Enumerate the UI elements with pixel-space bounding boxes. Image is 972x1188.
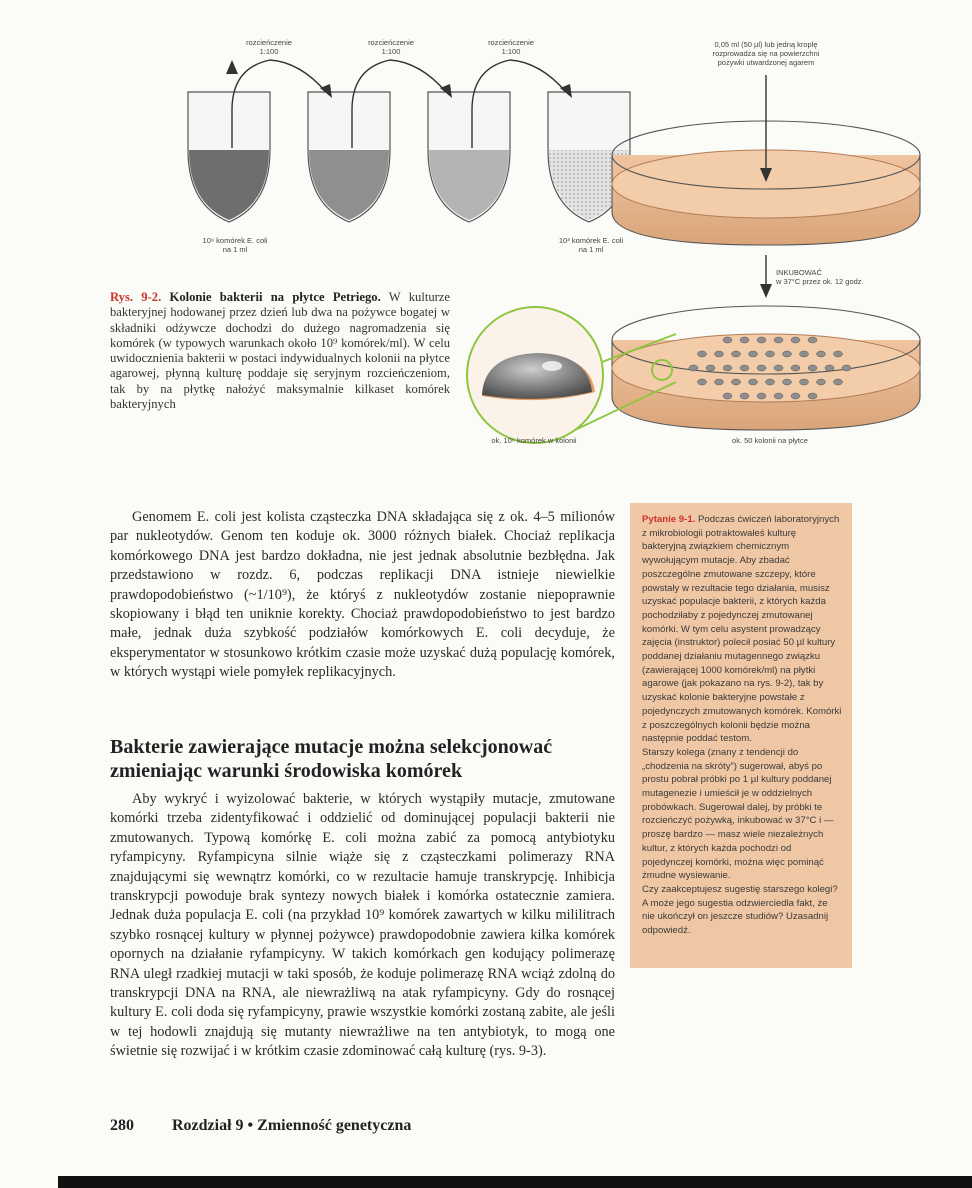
caption-number: Rys. 9-2. (110, 290, 162, 304)
sidebar-text-1: Podczas ćwiczeń laboratoryjnych z mikrobiologii potraktowałeś kulturę bakteryjną związkiem chemicznym wywołującym mutacje. Aby zbadać poszczególne zmutowane szczepy, które powstały w rezultacie tego działania, musisz uzyskać populacje bakterii, z których każda pochodziłaby z pojedynczej zmutowanej komórki. W tym celu asystent prowadzący zajęcia (instruktor) polecił posiać 50 µl kultury poddanej działaniu mutagennego związku (zawierającej 1000 komórek/ml) na płytki agarowe (jak pokazano na rys. 9-2), tak by uzyskać kolonie bakteryjne powstałe z pojedynczych zmutowanych komórek. Komórki z poszczególnych kolonii będzie można następnie poddać testom. (642, 514, 842, 745)
question-sidebar (630, 503, 852, 968)
incubate-arrowhead (760, 284, 772, 298)
colony-dot (715, 379, 724, 385)
colony-dot (749, 351, 758, 357)
plate-colonies-label: ok. 50 kolonii na płytce (732, 436, 808, 445)
test-tube-2 (308, 92, 390, 222)
colony-dot (689, 365, 698, 371)
colony-dot (774, 337, 783, 343)
colony-dot (732, 379, 741, 385)
colony-dot (766, 379, 775, 385)
colony-dot (740, 365, 749, 371)
colony-dot (834, 379, 843, 385)
caption-text: W kulturze bakteryjnej hodowanej przez dzień lub dwa na pożywce bogatej w składniki odżywcze dochodzi do dużego nagromadzenia się komórek (w typowych warunkach około 10⁹ komórek/ml). W celu uwidocznienia bakterii w postaci indywidualnych kolonii na płytce agarowej, płynną kulturę poddaje się seryjnym rozcieńczeniom, tak by na płytkę nałożyć maksymalnie kilkaset komórek bakteryjnych (110, 290, 450, 412)
colony-dot (774, 365, 783, 371)
colony-dot (706, 365, 715, 371)
incubate-label: INKUBOWAĆ w 37°C przez ok. 12 godz. (776, 268, 864, 286)
colony-dot (800, 351, 809, 357)
figure-caption (110, 290, 450, 412)
tube-start-label: 10⁹ komórek E. coli na 1 ml (202, 236, 268, 254)
colony-dot (757, 337, 766, 343)
colony-dot (817, 379, 826, 385)
colony-dot (783, 379, 792, 385)
dilution-label-2: rozcieńczenie 1:100 (368, 38, 414, 56)
colony-dot (808, 393, 817, 399)
sidebar-paragraph-2: Starszy kolega (znany z tendencji do „chodzenia na skróty”) sugerował, abyś po prostu pobrał próbki po 1 µl kultury poddanej mutagenezie i umieścił je w oddzielnych probówkach. Sugerował dalej, by próbki te rozcieńczyć pożywką, inkubować w 37°C i — proszę bardzo — masz wiele niezależnych kultur, z których każda pochodzi od pojedynczej komórki, można więc pominąć żmudne wysiewanie. (642, 746, 834, 882)
sidebar-paragraph-1 (642, 513, 842, 746)
caption-title: Kolonie bakterii na płytce Petriego. (169, 290, 381, 304)
paragraph-text: Genomem E. coli jest kolista cząsteczka DNA składająca się z ok. 4–5 milionów par nukleotydów. Genom ten koduje ok. 3000 różnych białek. Chociaż replikacja komórkowego DNA jest bardzo dokładna, nie jest jednak absolutnie bezbłędna. Jak przedstawiono w rozdz. 6, podczas replikacji DNA istnieje niewielkie prawdopodobieństwo (~1/10⁹), że któryś z nukleotydów zostanie niepoprawnie skopiowany i błąd ten uniknie korekty. Chociaż prawdopodobieństwo to jest bardzo małe, jednak duża szybkość podziałów komórkowych E. coli decyduje, że eksperymentator w stosunkowo krótkim czasie może uzyskać dużą populację komórek, w których wystąpi wiele pomyłek replikacyjnych. (110, 509, 615, 681)
colony-dot (740, 337, 749, 343)
dilution-arrowhead-1b (226, 60, 238, 74)
plating-label: 0,05 ml (50 µl) lub jedną kroplę rozprowadza się na powierzchni pożywki utwardzonej agarem (712, 40, 820, 67)
colony-dot (817, 351, 826, 357)
test-tube-1 (188, 92, 270, 222)
colony-dot (825, 365, 834, 371)
colony-dot (757, 393, 766, 399)
tube-end-label: 10³ komórek E. coli na 1 ml (558, 236, 624, 254)
body-paragraph-1 (110, 508, 615, 683)
colony-dot (757, 365, 766, 371)
dilution-label-3: rozcieńczenie 1:100 (488, 38, 534, 56)
colony-dot (723, 393, 732, 399)
sidebar-paragraph-3: Czy zaakceptujesz sugestię starszego kolegi? A może jego sugestia odzwierciedla fakt, że nie ukończył on jeszcze studiów? Uzasadnij odpowiedź. (642, 883, 838, 937)
colony-cells-label: ok. 10⁶ komórek w kolonii (491, 436, 577, 445)
test-tube-3 (428, 92, 510, 222)
colony-dot (834, 351, 843, 357)
colony-dot (723, 337, 732, 343)
bottom-edge-bar (58, 1176, 972, 1188)
chapter-title: Rozdział 9 • Zmienność genetyczna (172, 1117, 412, 1134)
page-footer (110, 1117, 411, 1135)
colony-dot (732, 351, 741, 357)
body-paragraph-2 (110, 790, 615, 1062)
colony-dot (791, 393, 800, 399)
colony-dot (808, 337, 817, 343)
colony-dot (800, 379, 809, 385)
petri-dish-colonies (612, 306, 920, 430)
dilution-label-1: rozcieńczenie 1:100 (246, 38, 292, 56)
colony-dot (808, 365, 817, 371)
colony-dot (842, 365, 851, 371)
colony-dot (723, 365, 732, 371)
paragraph-text: Aby wykryć i wyizolować bakterie, w których wystąpiły mutacje, zmutowane komórki trzeba zidentyfikować i oddzielić od dominującej populacji bakterii nie zmutowanych. Typową komórkę E. coli można zabić za pomocą antybiotyku ryfampicyny. Ryfampicyna silnie wiąże się z cząsteczkami polimerazy RNA znajdującymi się wewnątrz komórki, co w rezultacie hamuje transkrypcję. Inhibicja transkrypcji powoduje brak syntezy nowych białek i komórka ostatecznie zamiera. Jednak duża populacja E. coli (na przykład 10⁹ komórek zawartych w kilku mililitrach szybko rosnącej kultury w płynnej pożywce) prawdopodobnie zawiera kilka komórek opornych na działanie ryfampicyny. W takich komórkach gen kodujący polimerazę RNA uległ rzadkiej mutacji w taki sposób, że koduje polimerazę RNA wciąż zdolną do transkrypcji DNA na RNA, ale niewrażliwą na atak ryfampicyny. Gdy do rosnącej kultury E. coli doda się ryfampicyny, prawie wszystkie komórki zostaną zabite, ale jeśli w tej hodowli znajdują się mutanty niewrażliwe na ten antybiotyk, to mogą one świetnie się rozwijać i w krótkim czasie zdominować całą kulturę (rys. 9-3). (110, 791, 615, 1060)
colony-dot (740, 393, 749, 399)
colony-dot (791, 337, 800, 343)
colony-dot (698, 379, 707, 385)
colony-dot (774, 393, 783, 399)
page-number: 280 (110, 1117, 134, 1134)
colony-dot (749, 379, 758, 385)
colony-dot (791, 365, 800, 371)
colony-dot (783, 351, 792, 357)
question-number: Pytanie 9-1. (642, 514, 696, 525)
colony-dot (715, 351, 724, 357)
section-heading: Bakterie zawierające mutacje można selekcjonować zmieniając warunki środowiska komórek (110, 736, 553, 782)
colony-dot (766, 351, 775, 357)
colony-dot (698, 351, 707, 357)
